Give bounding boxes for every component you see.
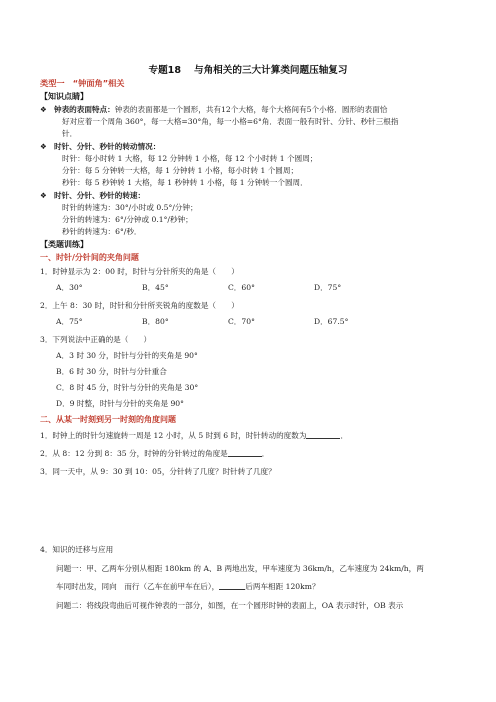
option: B．80° (142, 317, 169, 326)
section1-heading: 一、时针/分针间的夹角问题 (40, 253, 139, 262)
problem-4: 4．知识的迁移与应用 (40, 545, 114, 554)
knowledge-point-1: ❖ 钟表的表面特点：钟表的表面都是一个圆形，共有12个大格，每个大格间有5个小格．圆形的表面恰 (40, 105, 388, 114)
knowledge-line: 时针：每小时转 1 大格，每 12 分钟转 1 小格，每 12 个小时转 1 个圆周； (62, 154, 318, 163)
answer-blank[interactable] (306, 430, 340, 439)
knowledge-point-2: ❖ 时针、分针、秒针的转动情况： (40, 142, 161, 151)
option: D．9 时整，时针与分针的夹角是 90° (56, 399, 184, 408)
knowledge-line: 秒针的转速为：6°/秒． (62, 227, 142, 236)
answer-blank[interactable] (219, 581, 245, 590)
option: B．45° (142, 283, 169, 292)
problem-3: 3．同一天中，从 9：30 到 10：05，分针转了几度？时针转了几度？ (40, 467, 276, 476)
section2-heading: 二、从某一时刻到另一时刻的角度问题 (40, 415, 176, 424)
knowledge-point-1-cont: 好对应着一个周角 360°，每一大格=30°角，每一小格=6°角．表面一般有时针、分针、秒针三根指 (62, 117, 399, 126)
option: C．60° (228, 283, 255, 292)
diamond-bullet-icon: ❖ (40, 191, 47, 200)
question-2: 2．上午 8：30 时，时针和分针所夹锐角的度数是（ ） (40, 301, 239, 310)
question-1-options (56, 282, 466, 293)
problem-4-question-1-cont: 车同时出发，同向 而行（乙车在前甲车在后）， 后两车相距 120km？ (56, 582, 320, 591)
type1-heading: 类型一 “钟面角”相关 (40, 78, 125, 88)
question-3: 3．下列说法中正确的是（ ） (40, 335, 152, 344)
page-title: 专题18 与角相关的三大计算类问题压轴复习 (148, 65, 348, 76)
knowledge-point-1-cont2: 针． (62, 129, 78, 138)
option: A．30° (56, 283, 83, 292)
diamond-bullet-icon: ❖ (40, 142, 47, 151)
question-2-options (56, 316, 466, 327)
question-1: 1．时钟显示为 2：00 时，时针与分针所夹的角是（ ） (40, 267, 239, 276)
diamond-bullet-icon: ❖ (40, 105, 47, 114)
training-heading: 【类题训练】 (40, 240, 88, 249)
problem-4-question-2: 问题二：将线段弯曲后可视作钟表的一部分，如图，在一个圆形时钟的表面上，OA 表示时针，OB 表示 (56, 601, 404, 610)
problem-2: 2．从 8：12 分到 8：35 分，时钟的分针转过的角度是 ． (40, 449, 270, 458)
option: B．6 时 30 分，时针与分针重合 (56, 367, 167, 376)
knowledge-line: 时针的转速为：30°/小时或 0.5°/分钟； (62, 203, 198, 212)
knowledge-point-3: ❖ 时针、分针、秒针的转速： (40, 191, 146, 200)
problem-1: 1．时钟上的时针匀速旋转一周是 12 小时，从 5 时到 6 时，时针转动的度数为 ． (40, 431, 349, 440)
option: A．3 时 30 分，时针与分针的夹角是 90° (56, 351, 198, 360)
knowledge-line: 分针：每 5 分钟转一大格，每 1 分钟转 1 小格，每小时转 1 个圆周； (62, 166, 299, 175)
knowledge-line: 秒针：每 5 秒钟转 1 大格，每 1 秒钟转 1 小格，每 1 分钟转一个圆周． (62, 178, 308, 187)
knowledge-heading: 【知识点睛】 (40, 92, 88, 101)
problem-4-question-1: 问题一：甲、乙两车分别从相距 180km 的 A、B 两地出发，甲车速度为 36km/h，乙车速度为 24km/h，两 (56, 564, 424, 573)
answer-blank[interactable] (228, 448, 262, 457)
option: D．67.5° (314, 317, 349, 326)
option: C．70° (228, 317, 255, 326)
option: A．75° (56, 317, 83, 326)
option: C．8 时 45 分，时针与分针的夹角是 30° (56, 383, 199, 392)
option: D．75° (314, 283, 342, 292)
knowledge-line: 分针的转速为：6°/分钟或 0.1°/秒钟； (62, 215, 193, 224)
